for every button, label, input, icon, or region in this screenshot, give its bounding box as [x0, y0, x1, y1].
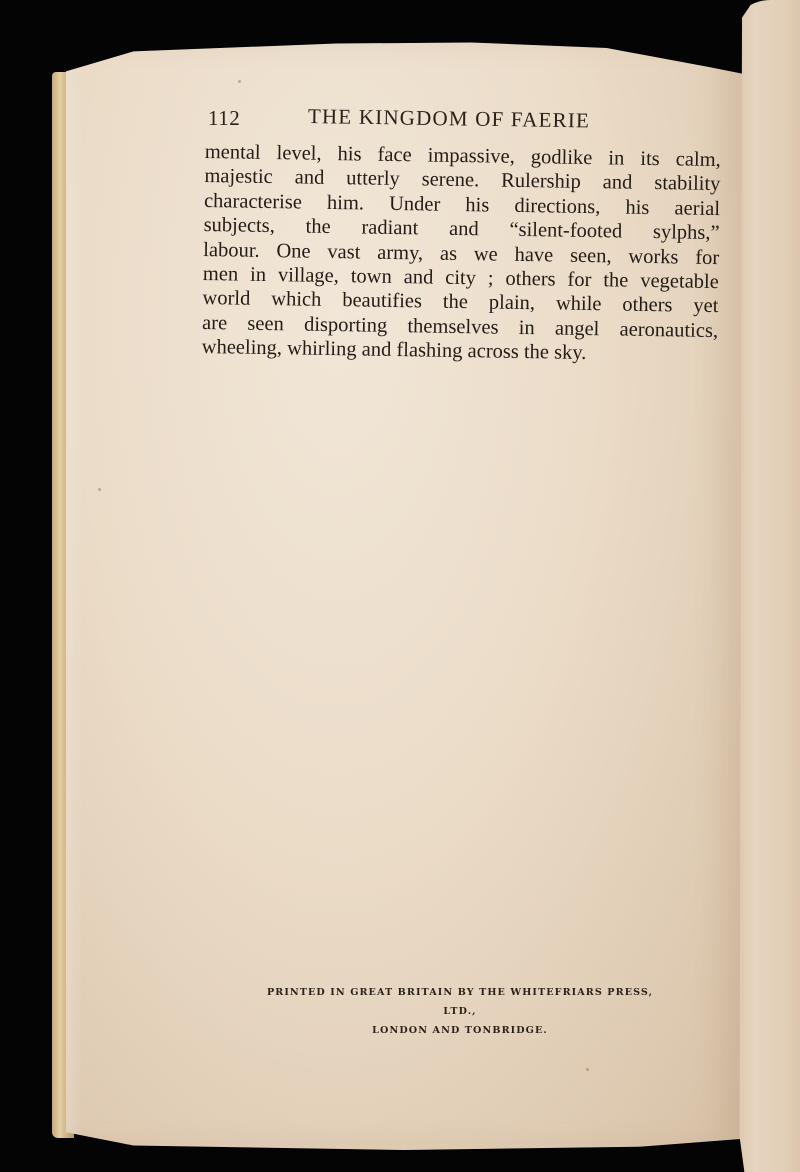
text-line: wheeling, whirling and flashing across the sky.	[201, 336, 587, 365]
page-number: 112	[208, 106, 241, 130]
text-line: men in village, town and city ; others for the vegetable	[202, 263, 720, 294]
text-line: characterise him. Under his directions, his aerial	[203, 189, 721, 220]
paper-foxing-spot	[98, 488, 101, 491]
paper-foxing-spot	[238, 80, 241, 83]
text-line: world which beautifies the plain, while others yet	[202, 287, 719, 318]
text-line: majestic and utterly serene. Rulership and stability	[204, 165, 721, 196]
text-line: subjects, the radiant and “silent-footed sylphs,”	[203, 214, 720, 245]
imprint-line-1: PRINTED IN GREAT BRITAIN BY THE WHITEFRIARS PRESS, LTD.,	[266, 987, 654, 1017]
text-line: mental level, his face impassive, godlike in its calm,	[204, 140, 721, 172]
printer-imprint	[250, 983, 670, 1040]
imprint-line-2: LONDON AND TONBRIDGE.	[372, 1025, 548, 1036]
body-paragraph	[202, 140, 721, 368]
paper-foxing-spot	[586, 1068, 589, 1071]
text-line: are seen disporting themselves in angel aeronautics,	[201, 311, 719, 342]
text-line: labour. One vast army, as we have seen, works for	[203, 238, 720, 269]
running-head	[208, 104, 638, 134]
book-title-header: THE KINGDOM OF FAERIE	[307, 104, 591, 133]
